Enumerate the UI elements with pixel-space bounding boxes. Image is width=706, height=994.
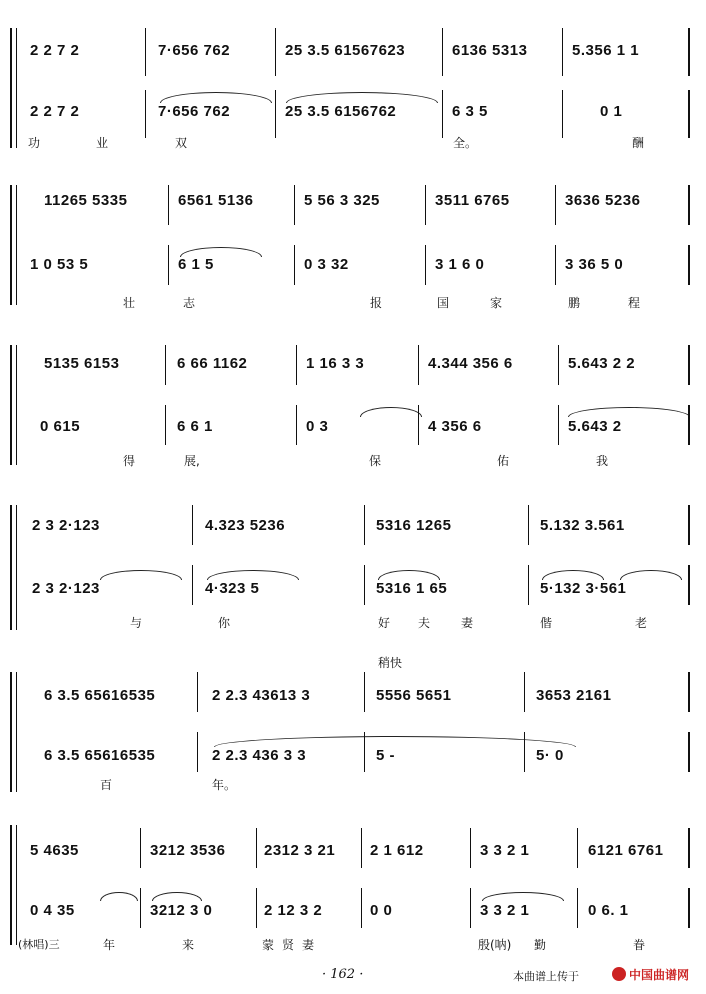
lower-measure: 5· 0 [536, 747, 564, 764]
lower-measure: 4·323 5 [205, 580, 260, 597]
lyric: 妻 [461, 616, 474, 630]
upper-measure: 2 3 2·123 [32, 517, 100, 534]
lower-measure: 1 0 53 5 [30, 256, 89, 273]
lyric: 得 [123, 454, 136, 468]
lyric: 勤 [534, 938, 547, 952]
lower-measure: 5316 1 65 [376, 580, 448, 597]
lyric: 我 [596, 454, 609, 468]
tempo-mark: 稍快 [378, 656, 403, 670]
lower-measure: 2 2 7 2 [30, 103, 80, 120]
lower-measure: 0 3 [306, 418, 329, 435]
upper-measure: 5135 6153 [44, 355, 120, 372]
lower-measure: 5 - [376, 747, 396, 764]
lyric: 眷 [633, 938, 646, 952]
system-1 [0, 20, 706, 150]
lyric: 国 [437, 296, 450, 310]
upper-measure: 5 56 3 325 [304, 192, 380, 209]
lyric: 酬 [632, 136, 645, 150]
logo-text: 中国曲谱网 [629, 968, 690, 982]
lower-measure: 5·132 3·561 [540, 580, 627, 597]
system-5 [0, 650, 706, 800]
upper-measure: 4.323 5236 [205, 517, 286, 534]
lyric: 报 [370, 296, 383, 310]
lower-measure: 0 1 [600, 103, 623, 120]
site-logo[interactable] [612, 964, 702, 984]
lower-measure: 6 1 5 [178, 256, 214, 273]
upper-measure: 5 4635 [30, 842, 79, 859]
upper-measure: 2 2.3 43613 3 [212, 687, 311, 704]
lyric: 年。 [212, 778, 237, 792]
upper-measure: 2312 3 21 [264, 842, 336, 859]
lyric: 妻 [302, 938, 315, 952]
lower-measure: 3 3 2 1 [480, 902, 530, 919]
upper-measure: 7·656 762 [158, 42, 231, 59]
lower-measure: 3212 3 0 [150, 902, 213, 919]
lower-measure: 3 1 6 0 [435, 256, 485, 273]
lyric: 佑 [497, 454, 510, 468]
upper-measure: 5.132 3.561 [540, 517, 625, 534]
upper-measure: 6 66 1162 [177, 355, 248, 372]
upper-measure: 5316 1265 [376, 517, 452, 534]
upper-measure: 2 1 612 [370, 842, 424, 859]
lower-measure: 5.643 2 [568, 418, 622, 435]
upper-measure: 5556 5651 [376, 687, 452, 704]
lower-measure: 25 3.5 6156762 [285, 103, 397, 120]
lyric: 全。 [453, 136, 478, 150]
upper-measure: 2 2 7 2 [30, 42, 80, 59]
upper-measure: 3653 2161 [536, 687, 612, 704]
lower-measure: 6 3.5 65616535 [44, 747, 156, 764]
lower-measure: 3 36 5 0 [565, 256, 624, 273]
lower-measure: 4 356 6 [428, 418, 482, 435]
upper-measure: 3636 5236 [565, 192, 641, 209]
upper-measure: 11265 5335 [44, 192, 128, 209]
lower-measure: 2 12 3 2 [264, 902, 323, 919]
upper-measure: 25 3.5 61567623 [285, 42, 406, 59]
system-3 [0, 340, 706, 470]
lyric: 家 [490, 296, 503, 310]
upper-measure: 5.643 2 2 [568, 355, 636, 372]
upper-measure: 5.356 1 1 [572, 42, 640, 59]
upload-credit: 本曲谱上传于 [513, 970, 579, 983]
lyric: 壮 [123, 296, 136, 310]
lyric: 来 [182, 938, 195, 952]
lower-measure: 0 3 32 [304, 256, 349, 273]
upper-measure: 3511 6765 [435, 192, 510, 209]
system-6 [0, 820, 706, 960]
lyric: 夫 [418, 616, 431, 630]
lower-measure: 2 3 2·123 [32, 580, 100, 597]
logo-icon [612, 967, 626, 981]
lyric: 贤 [282, 938, 295, 952]
lower-measure: 0 615 [40, 418, 81, 435]
upper-measure: 6121 6761 [588, 842, 664, 859]
lyric: 功 [28, 136, 41, 150]
lyric: 志 [183, 296, 196, 310]
lyric: (林唱)三 [18, 938, 60, 951]
lower-measure: 6 6 1 [177, 418, 213, 435]
lyric: 展, [184, 454, 200, 468]
lower-measure: 2 2.3 436 3 3 [212, 747, 307, 764]
lyric: 老 [635, 616, 648, 630]
lower-measure: 0 4 35 [30, 902, 75, 919]
upper-measure: 6561 5136 [178, 192, 254, 209]
lyric: 双 [175, 136, 188, 150]
lyric: 程 [628, 296, 641, 310]
lyric: 业 [96, 136, 109, 150]
system-4 [0, 500, 706, 640]
upper-measure: 3 3 2 1 [480, 842, 530, 859]
upper-measure: 3212 3536 [150, 842, 226, 859]
system-2 [0, 180, 706, 310]
lyric: 蒙 [262, 938, 275, 952]
lyric: 殷(呐) [478, 938, 512, 952]
lower-measure: 7·656 762 [158, 103, 231, 120]
lyric: 你 [218, 616, 231, 630]
page-number: · 162 · [322, 967, 364, 982]
lyric: 保 [369, 454, 382, 468]
upper-measure: 6136 5313 [452, 42, 528, 59]
upper-measure: 6 3.5 65616535 [44, 687, 156, 704]
lyric: 偕 [540, 616, 553, 630]
lyric: 与 [130, 616, 143, 630]
upper-measure: 1 16 3 3 [306, 355, 365, 372]
lower-measure: 0 0 [370, 902, 393, 919]
upper-measure: 4.344 356 6 [428, 355, 513, 372]
lower-measure: 6 3 5 [452, 103, 488, 120]
lower-measure: 0 6. 1 [588, 902, 629, 919]
lyric: 百 [100, 778, 113, 792]
lyric: 鹏 [568, 296, 581, 310]
lyric: 年 [103, 938, 116, 952]
lyric: 好 [378, 616, 391, 630]
